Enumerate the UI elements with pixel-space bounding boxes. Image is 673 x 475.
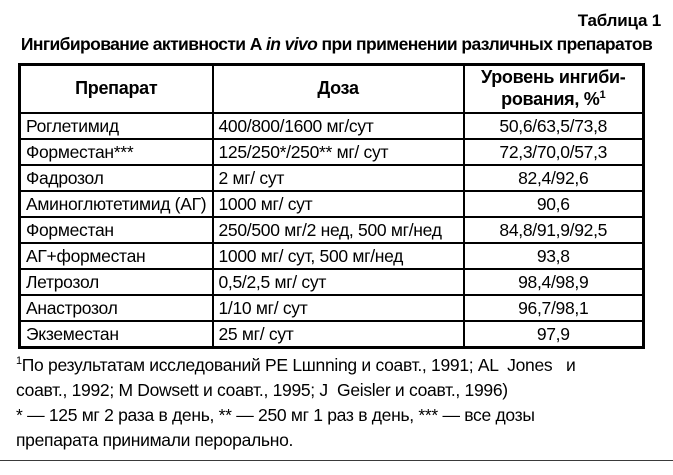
cell-drug: Форместан*** <box>20 139 213 165</box>
column-header-drug: Препарат <box>20 65 213 114</box>
table-title <box>0 34 673 55</box>
table-row <box>20 295 644 321</box>
cell-level: 90,6 <box>464 191 644 217</box>
cell-level: 84,8/91,9/92,5 <box>464 217 644 243</box>
cell-dose: 0,5/2,5 мг/ сут <box>213 269 464 295</box>
table-row <box>20 113 644 139</box>
cell-drug: Летрозол <box>20 269 213 295</box>
cell-drug: Анастрозол <box>20 295 213 321</box>
table-row <box>20 139 644 165</box>
title-text-suffix: при применении различных препаратов <box>317 34 653 54</box>
cell-dose: 125/250*/250** мг/ сут <box>213 139 464 165</box>
cell-dose: 2 мг/ сут <box>213 165 464 191</box>
column-header-level <box>464 65 644 114</box>
cell-dose: 25 мг/ сут <box>213 321 464 348</box>
footnote-ref-1: 1 <box>16 355 22 368</box>
title-text-prefix: Ингибирование активности А <box>20 34 267 54</box>
cell-level: 82,4/92,6 <box>464 165 644 191</box>
cell-level: 97,9 <box>464 321 644 348</box>
table-row <box>20 269 644 295</box>
cell-dose: 400/800/1600 мг/сут <box>213 113 464 139</box>
cell-level: 93,8 <box>464 243 644 269</box>
cell-level: 96,7/98,1 <box>464 295 644 321</box>
cell-dose: 250/500 мг/2 нед, 500 мг/нед <box>213 217 464 243</box>
cell-dose: 1000 мг/ сут, 500 мг/нед <box>213 243 464 269</box>
footnote-sources-line2: соавт., 1992; M Dowsett и соавт., 1995; J Geisler и соавт., 1996) <box>16 380 508 400</box>
cell-drug: АГ+форместан <box>20 243 213 269</box>
column-header-level-footnote-ref: 1 <box>599 89 606 101</box>
cell-level: 72,3/70,0/57,3 <box>464 139 644 165</box>
footnote-asterisks-line1: * — 125 мг 2 раза в день, ** — 250 мг 1 раз в день, *** — все дозы <box>16 405 535 425</box>
cell-drug: Фадрозол <box>20 165 213 191</box>
drug-inhibition-table <box>18 63 645 349</box>
table-row <box>20 217 644 243</box>
bottom-divider <box>0 460 673 461</box>
table-header-row <box>20 65 644 114</box>
cell-dose: 1000 мг/ сут <box>213 191 464 217</box>
cell-drug: Аминоглютетимид (АГ) <box>20 191 213 217</box>
table-row <box>20 243 644 269</box>
cell-drug: Роглетимид <box>20 113 213 139</box>
cell-drug: Форместан <box>20 217 213 243</box>
cell-level: 98,4/98,9 <box>464 269 644 295</box>
footnotes <box>16 353 664 453</box>
table-row <box>20 321 644 348</box>
footnote-sources-line1 <box>16 353 664 378</box>
column-header-level-line1: Уровень ингиби- <box>481 67 626 88</box>
footnote-asterisks-line2: препарата принимали перорально. <box>16 430 294 450</box>
column-header-level-line2: рования, % <box>501 89 600 109</box>
table-row <box>20 191 644 217</box>
cell-level: 50,6/63,5/73,8 <box>464 113 644 139</box>
cell-dose: 1/10 мг/ сут <box>213 295 464 321</box>
cell-drug: Экземестан <box>20 321 213 348</box>
table-label: Таблица 1 <box>577 11 661 30</box>
table-row <box>20 165 644 191</box>
title-text-italic: in vivo <box>266 34 318 54</box>
column-header-dose: Доза <box>213 65 464 114</box>
footnote-sources-text: По результатам исследований PE Lшnning и соавт., 1991; AL Jones и <box>21 355 576 375</box>
